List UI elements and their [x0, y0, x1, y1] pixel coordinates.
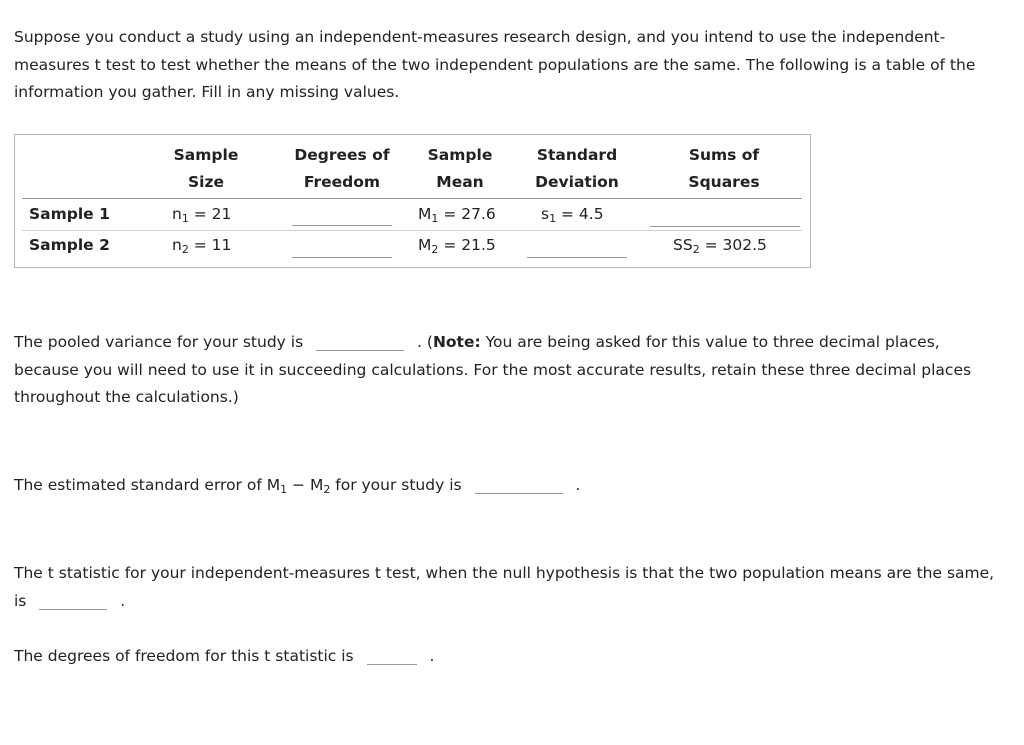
q1-prompt: The pooled variance for your study is: [14, 333, 304, 351]
m2-value: $M_2 = 21.5$: [418, 236, 496, 256]
ss2-value: $SS_2 = 302.5$: [673, 236, 767, 256]
s2-input[interactable]: [527, 257, 627, 258]
pooled-variance-input[interactable]: [316, 350, 404, 351]
header-sample-size: Sample Size: [173, 146, 239, 191]
m1-value: $M_1 = 27.6$: [418, 205, 496, 225]
t-statistic-input[interactable]: [39, 609, 107, 610]
n1-value: $n_1 = 21$: [172, 205, 232, 225]
data-table: [14, 134, 811, 268]
df1-input[interactable]: [292, 225, 392, 226]
row-label-sample-1: Sample 1: [29, 205, 110, 223]
intro-text: Suppose you conduct a study using an independent-measures research design, and you intend to use the independent-measures t test to test whether the means of the two independent populations are the same. The following is a table of the information you gather. Fill in any missing values.: [14, 28, 976, 101]
header-degrees-of-freedom: Degrees of Freedom: [294, 146, 390, 191]
s1-value: $s_1 = 4.5$: [541, 205, 604, 225]
row-rule: [22, 230, 802, 231]
standard-error-input[interactable]: [475, 493, 563, 494]
row-label-sample-2: Sample 2: [29, 236, 110, 254]
note-label: Note:: [432, 333, 481, 351]
header-sample-mean: Sample Mean: [427, 146, 493, 191]
pooled-variance-question: The pooled variance for your study is . (Note: You are being asked for this value to three decimal places, because you will need to use it in succeeding calculations. For the most accurate results, retain these three decimal places throughout the calculations.): [14, 333, 972, 406]
n2-value: $n_2 = 11$: [172, 236, 232, 256]
df2-input[interactable]: [292, 257, 392, 258]
standard-error-question: The estimated standard error of $M_1 - M_2$ for your study is .: [14, 476, 581, 496]
ss1-input[interactable]: [650, 226, 800, 227]
t-statistic-question: The t statistic for your independent-measures t test, when the null hypothesis is that the two population means are the same, is .: [14, 564, 995, 610]
header-rule: [22, 198, 802, 199]
header-standard-deviation: Standard Deviation: [535, 146, 619, 191]
df-total-input[interactable]: [367, 664, 417, 665]
note-text: You are being asked for this value to three decimal places, because you will need to use it in succeeding calculations. For the most accurate results, retain these three decimal places throughout the calculations.): [14, 333, 972, 406]
header-sums-of-squares: Sums of Squares: [688, 146, 760, 191]
degrees-of-freedom-question: The degrees of freedom for this t statistic is .: [14, 647, 435, 665]
